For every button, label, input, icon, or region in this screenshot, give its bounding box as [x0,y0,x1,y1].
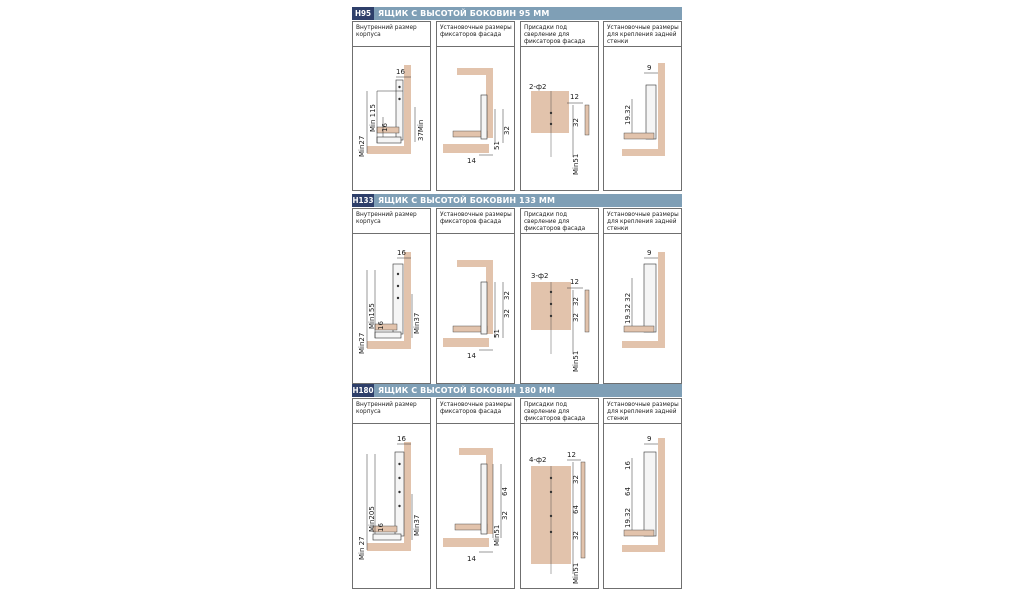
dim-width: 12 [570,278,579,286]
dim-v2: 32 [572,313,580,322]
dim-side: 16 [377,321,385,330]
drill-drawing [521,47,600,191]
section-header [352,194,682,207]
section-h180 [352,384,682,589]
panel-title: Установочные размеры фиксаторов фасада [440,212,512,225]
panel-title: Присадки под сверление для фиксаторов фасада [524,25,586,45]
drill-drawing [521,234,600,384]
section-title: ЯЩИК С ВЫСОТОЙ БОКОВИН 133 ММ [378,196,556,205]
dim-side: 16 [381,123,389,132]
dim-width: 12 [567,451,576,459]
dim-right: Min37 [413,312,421,334]
dim-width: 9 [647,249,652,257]
dim-v2: 51 [493,141,501,150]
dim-width: 16 [397,249,406,257]
panel-title: Внутренний размер корпуса [356,212,417,225]
panel-inner-size [352,21,431,191]
dim-bottom: Min51 [572,350,580,372]
mount-size-drawing [437,234,516,384]
section-h95 [352,7,682,197]
dim-min-height: Min205 [368,506,376,532]
panel-title: Установочные размеры для крепления задней стенки [607,25,679,45]
panel-mount-size [436,21,515,191]
panel-title: Присадки под сверление для фиксаторов фасада [524,402,586,422]
dim-v1: 64 [501,487,509,496]
dim-width: 16 [396,68,405,76]
dim-right: 37Min [417,119,425,141]
panel-drill [520,398,599,589]
dim-v: 19.32 [624,104,632,125]
back-wall-drawing [604,424,683,589]
dim-v1: 32 [572,297,580,306]
dim-holes: 2-ф2 [529,83,547,91]
dim-side: 16 [377,523,385,532]
drawer-spec-sheet [352,7,682,589]
dim-v1: 32 [572,118,580,127]
section-title: ЯЩИК С ВЫСОТОЙ БОКОВИН 95 ММ [378,9,550,18]
dim-v3: 32 [572,531,580,540]
panel-inner-size [352,398,431,589]
section-code: H95 [352,7,374,20]
dim-right: Min37 [413,514,421,536]
panel-title: Установочные размеры для крепления задней стенки [607,212,679,232]
dim-v1: 32 [503,291,511,300]
panel-drill [520,21,599,191]
section-header [352,7,682,20]
dim-v3: 19.32 [624,507,632,528]
section-code: H133 [352,196,374,205]
dim-bottom: 14 [467,555,476,563]
dim-width: 12 [570,93,579,101]
dim-v2: 32 [501,511,509,520]
dim-bottom: Min 27 [358,536,366,560]
drill-drawing [521,424,600,589]
back-wall-drawing [604,47,683,191]
back-wall-drawing [604,234,683,384]
panel-inner-size [352,208,431,384]
section-header [352,384,682,397]
mount-size-drawing [437,47,516,191]
dim-min-height: Min155 [368,303,376,329]
inner-size-drawing [353,424,432,589]
dim-bottom: 14 [467,157,476,165]
dim-v1: 16 [624,461,632,470]
dim-v1: 32 [503,126,511,135]
panel-back-wall [603,21,682,191]
panel-mount-size [436,398,515,589]
panel-title: Внутренний размер корпуса [356,25,417,38]
panel-back-wall [603,208,682,384]
dim-v1: 32 [572,475,580,484]
panel-back-wall [603,398,682,589]
dim-min-height: Min 115 [369,103,377,132]
dim-width: 9 [647,435,652,443]
dim-v2: 64 [572,505,580,514]
panel-drill [520,208,599,384]
inner-size-drawing [353,47,432,191]
dim-v3: 51 [493,329,501,338]
dim-v: 19.32 32 [624,292,632,324]
dim-bottom: Min27 [358,135,366,157]
dim-v3: Min51 [493,524,501,546]
dim-bottom: Min27 [358,332,366,354]
mount-size-drawing [437,424,516,589]
dim-width: 16 [397,435,406,443]
dim-bottom: 14 [467,352,476,360]
dim-holes: 4-ф2 [529,456,547,464]
section-code: H180 [352,386,374,395]
dim-bottom: Min51 [572,562,580,584]
dim-bottom: Min51 [572,153,580,175]
panel-title: Установочные размеры для крепления задней стенки [607,402,679,422]
dim-width: 9 [647,64,652,72]
dim-v2: 32 [503,309,511,318]
panel-title: Установочные размеры фиксаторов фасада [440,402,512,415]
dim-holes: 3-ф2 [531,272,549,280]
section-h133 [352,194,682,384]
inner-size-drawing [353,234,432,384]
panel-title: Присадки под сверление для фиксаторов фасада [524,212,586,232]
panel-mount-size [436,208,515,384]
section-title: ЯЩИК С ВЫСОТОЙ БОКОВИН 180 ММ [378,386,556,395]
dim-v2: 64 [624,487,632,496]
panel-title: Внутренний размер корпуса [356,402,417,415]
panel-title: Установочные размеры фиксаторов фасада [440,25,512,38]
